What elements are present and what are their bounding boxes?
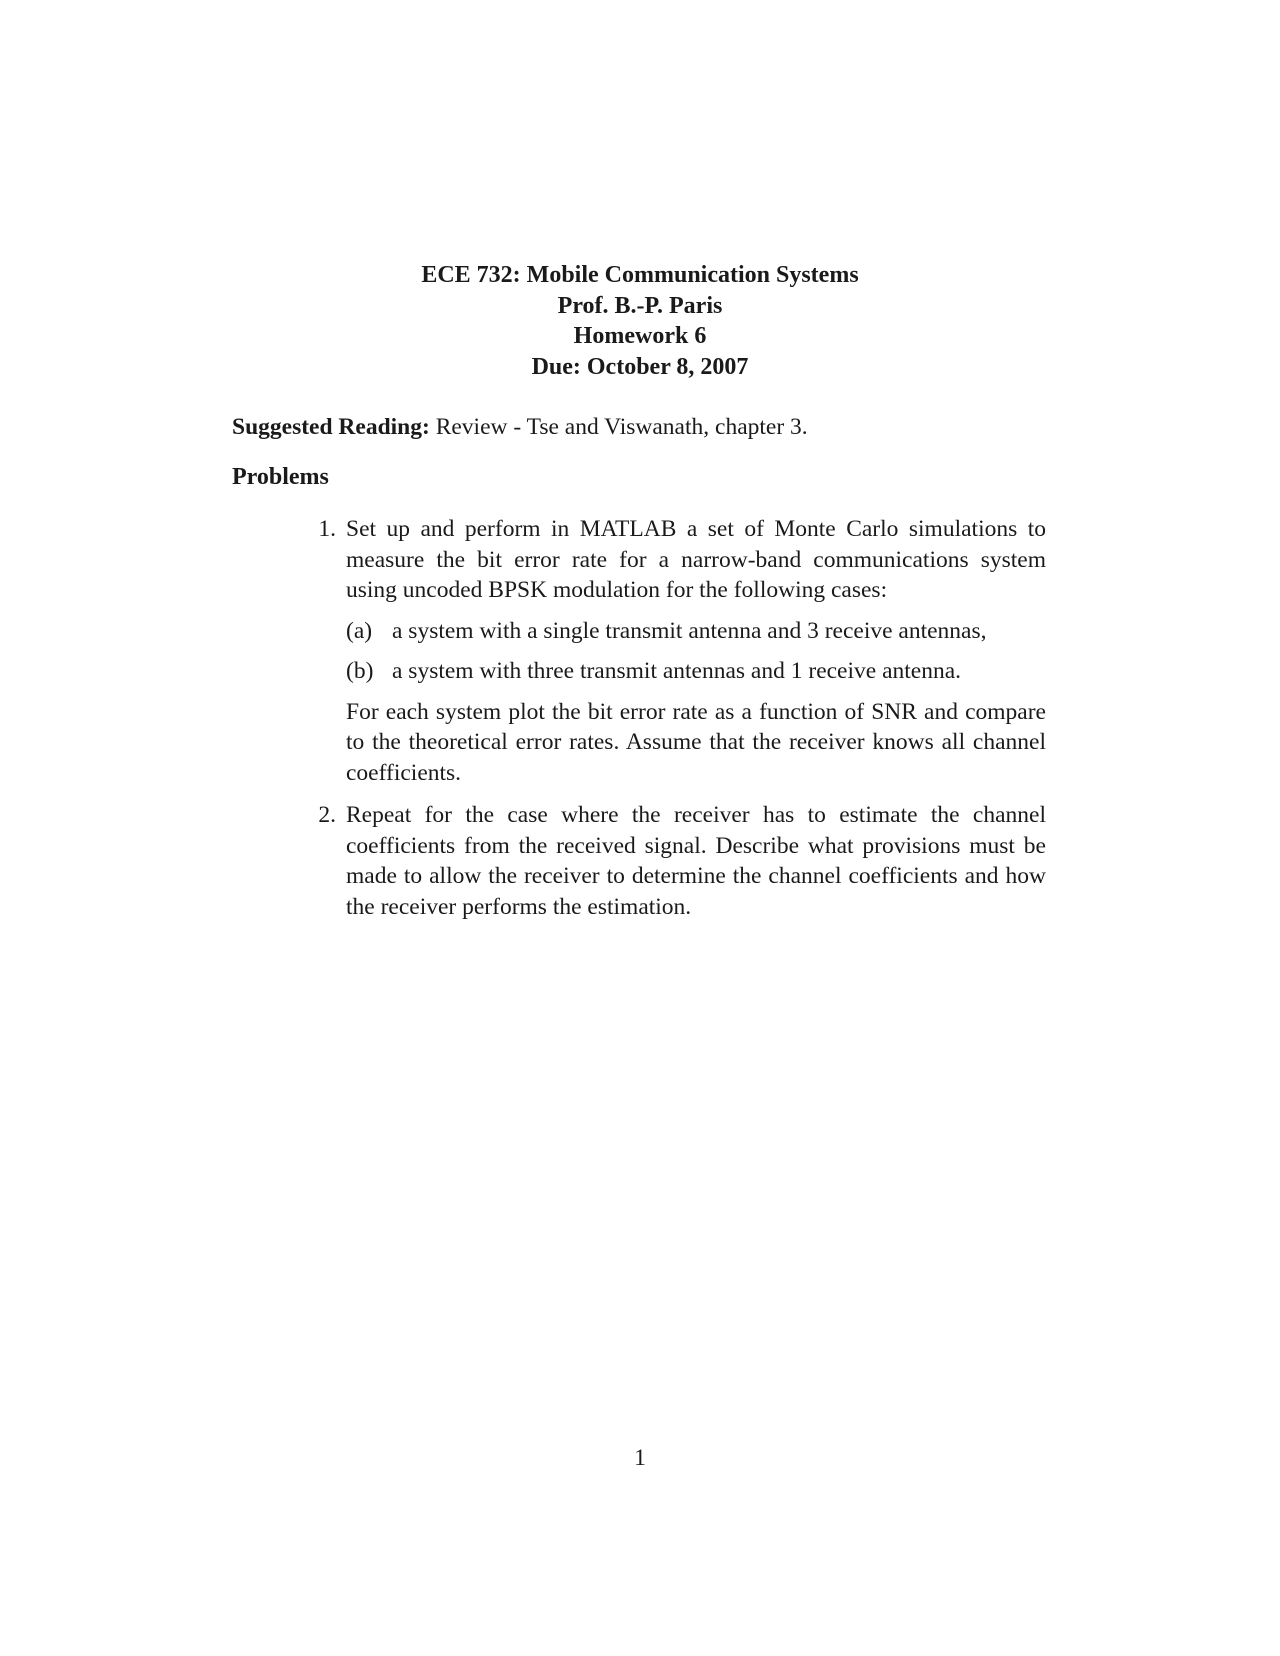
suggested-reading [232, 412, 808, 442]
course-title: ECE 732: Mobile Communication Systems [421, 262, 859, 288]
subitem-text: a system with three transmit antennas and 1 receive antenna. [392, 658, 962, 684]
subitem [346, 656, 1046, 687]
problems-heading: Problems [232, 464, 329, 490]
document-header [0, 260, 1280, 382]
problem-number: 1. [318, 516, 336, 542]
subitem-text: a system with a single transmit antenna and 3 receive antennas, [392, 617, 987, 644]
page-number: 1 [634, 1445, 646, 1471]
problem-followup-text: For each system plot the bit error rate as a function of SNR and compare to the theoretical error rates. Assume that the receiver knows all channel coefficients. [346, 698, 1046, 786]
instructor-name: Prof. B.-P. Paris [557, 292, 723, 319]
suggested-reading-label: Suggested Reading: [232, 414, 430, 440]
subitem-label: (b) [346, 658, 374, 684]
problem-list [300, 514, 1046, 934]
due-date: Due: October 8, 2007 [531, 353, 749, 380]
problem-text: Repeat for the case where the receiver has to estimate the channel coefficients from the received signal. Describe what provisions must be made to allow the receiver to determine the channel coefficients and how the receiver performs the estimation. [346, 802, 1046, 920]
subitem [346, 616, 1046, 647]
problem-number: 2. [318, 802, 336, 828]
problem-item [300, 800, 1046, 922]
problem-item [300, 514, 1046, 788]
assignment-title: Homework 6 [573, 323, 707, 349]
subitem-label: (a) [346, 617, 373, 644]
problem-subitems [346, 616, 1046, 687]
suggested-reading-text: Review - Tse and Viswanath, chapter 3. [435, 414, 808, 440]
problem-text: Set up and perform in MATLAB a set of Monte Carlo simulations to measure the bit error rate for a narrow-band communications system using uncoded BPSK modulation for the following cases: [346, 516, 1046, 603]
